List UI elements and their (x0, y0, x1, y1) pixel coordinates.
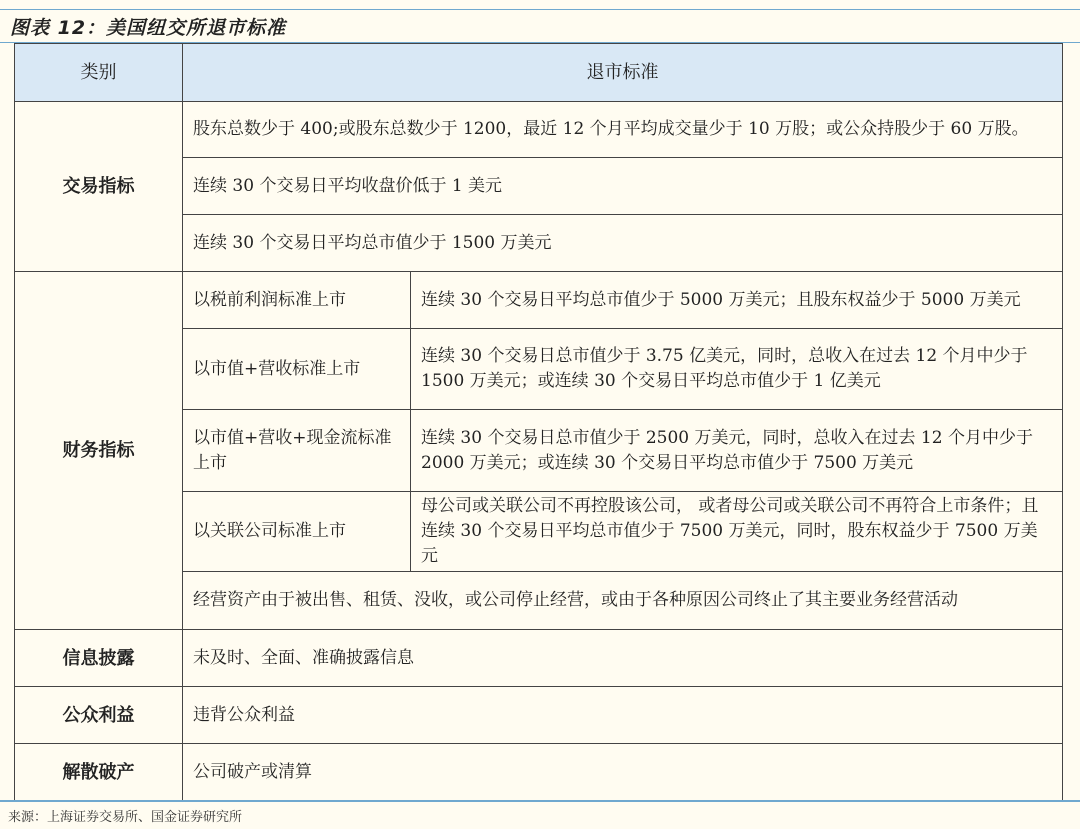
listing-standard: 以市值+营收标准上市 (183, 329, 411, 410)
header-category: 类别 (15, 44, 183, 102)
top-rule (0, 9, 1080, 10)
table-row (15, 272, 1063, 329)
table-row (15, 630, 1063, 687)
criteria-cell: 连续 30 个交易日平均总市值少于 5000 万美元；且股东权益少于 5000 万美元 (411, 272, 1063, 329)
category-trading: 交易指标 (15, 102, 183, 272)
criteria-cell: 未及时、全面、准确披露信息 (183, 630, 1063, 687)
listing-standard: 以市值+营收+现金流标准上市 (183, 410, 411, 492)
criteria-cell: 经营资产由于被出售、租赁、没收，或公司停止经营，或由于各种原因公司终止了其主要业务经营活动 (183, 572, 1063, 630)
category-financial: 财务指标 (15, 272, 183, 630)
criteria-cell: 母公司或关联公司不再控股该公司， 或者母公司或关联公司不再符合上市条件；且连续 30 个交易日平均总市值少于 7500 万美元，同时，股东权益少于 7500 万美元 (411, 492, 1063, 572)
category-dissolution: 解散破产 (15, 744, 183, 801)
header-row (15, 44, 1063, 102)
listing-standard: 以税前利润标准上市 (183, 272, 411, 329)
category-public-interest: 公众利益 (15, 687, 183, 744)
header-criteria: 退市标准 (183, 44, 1063, 102)
category-disclosure: 信息披露 (15, 630, 183, 687)
listing-standard: 以关联公司标准上市 (183, 492, 411, 572)
criteria-cell: 连续 30 个交易日总市值少于 3.75 亿美元，同时，总收入在过去 12 个月中少于 1500 万美元；或连续 30 个交易日平均总市值少于 1 亿美元 (411, 329, 1063, 410)
criteria-cell: 违背公众利益 (183, 687, 1063, 744)
bottom-rule (0, 800, 1080, 802)
figure-title: 图表 12：美国纽交所退市标准 (10, 17, 287, 39)
table-row (15, 687, 1063, 744)
criteria-cell: 公司破产或清算 (183, 744, 1063, 801)
table-row (15, 102, 1063, 158)
criteria-cell: 股东总数少于 400;或股东总数少于 1200，最近 12 个月平均成交量少于 10 万股；或公众持股少于 60 万股。 (183, 102, 1063, 158)
table-row (15, 744, 1063, 801)
criteria-cell: 连续 30 个交易日平均收盘价低于 1 美元 (183, 158, 1063, 215)
source-note: 来源：上海证券交易所、国金证券研究所 (8, 810, 243, 825)
delisting-criteria-table (14, 43, 1063, 801)
criteria-cell: 连续 30 个交易日总市值少于 2500 万美元，同时，总收入在过去 12 个月中少于 2000 万美元；或连续 30 个交易日平均总市值少于 7500 万美元 (411, 410, 1063, 492)
criteria-cell: 连续 30 个交易日平均总市值少于 1500 万美元 (183, 215, 1063, 272)
